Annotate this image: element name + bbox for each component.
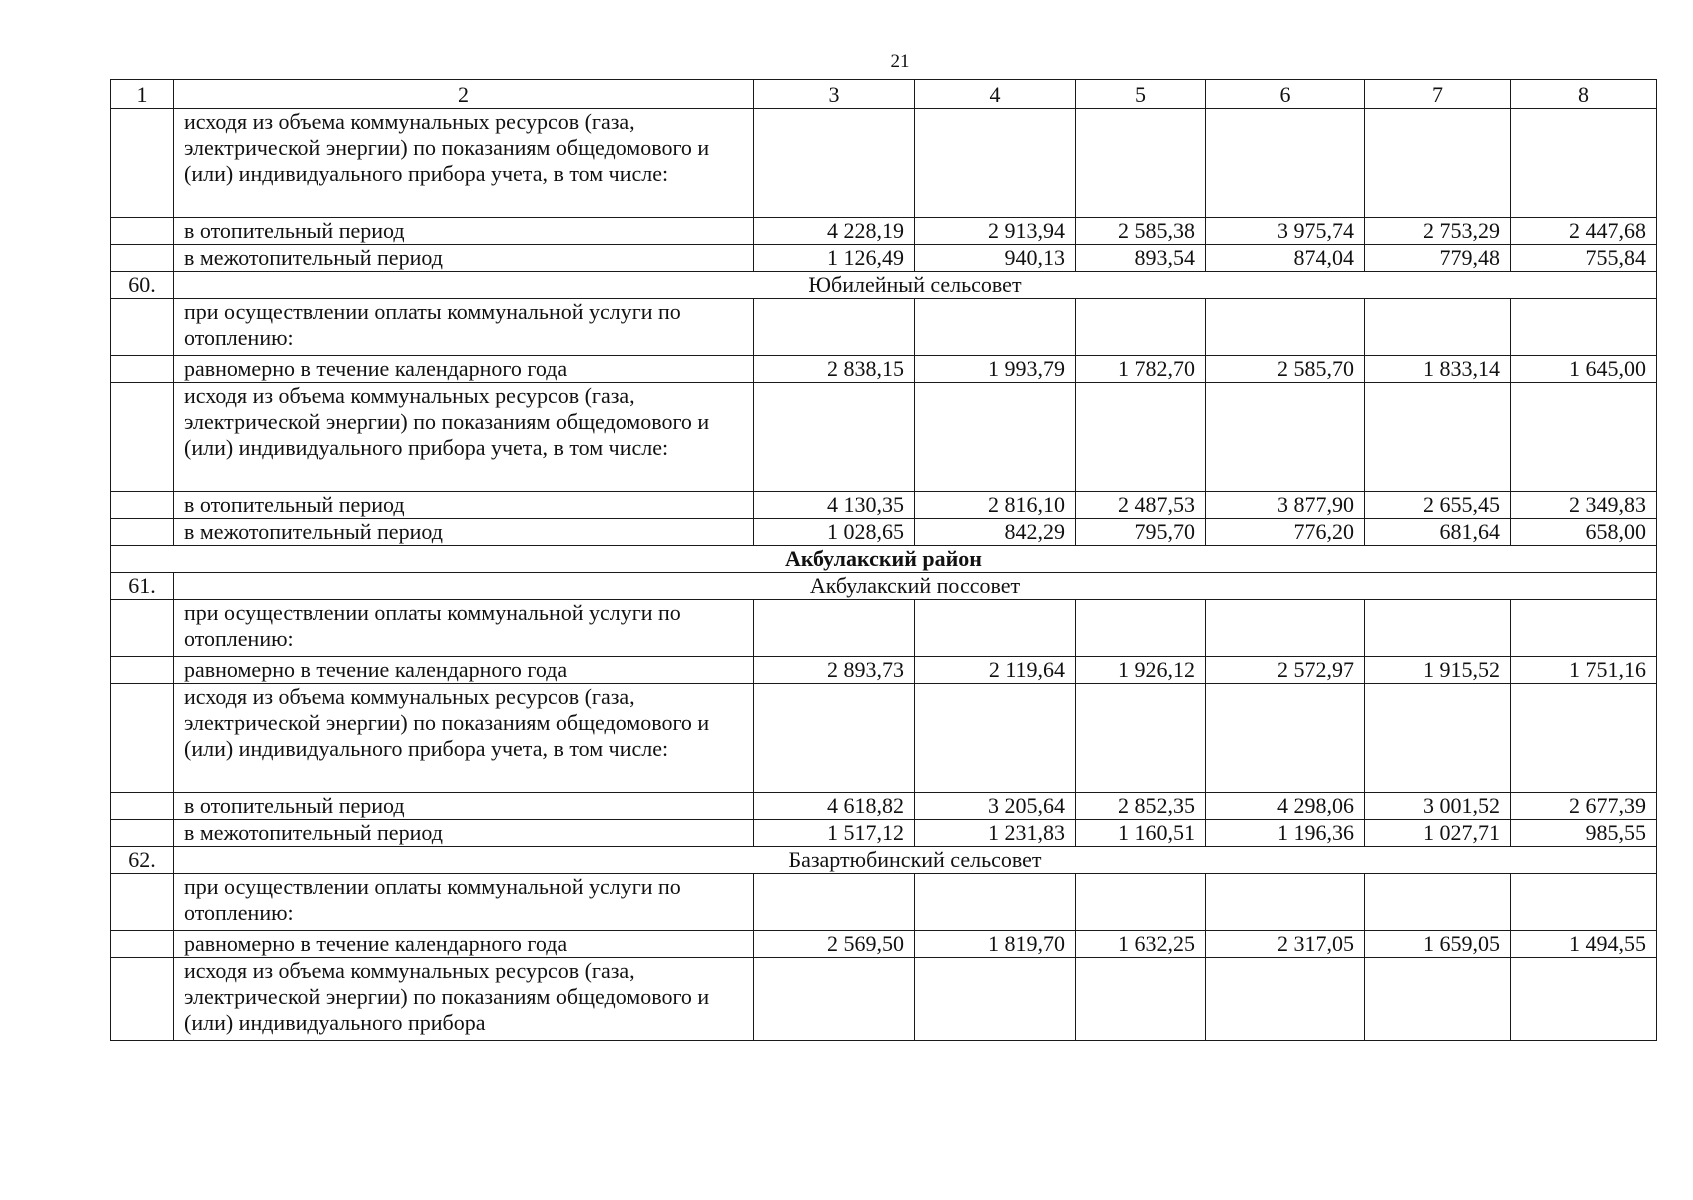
row-index-cell xyxy=(111,931,174,958)
row-label: при осуществлении оплаты коммунальной услуги по отоплению: xyxy=(174,299,754,356)
row-index-cell xyxy=(111,356,174,383)
row-index-cell xyxy=(111,958,174,1041)
row-index-cell xyxy=(111,218,174,245)
value-cell: 2 349,83 xyxy=(1511,492,1657,519)
value-cell-empty xyxy=(1076,874,1206,931)
value-cell: 2 655,45 xyxy=(1365,492,1511,519)
value-cell-empty xyxy=(1511,874,1657,931)
value-cell: 874,04 xyxy=(1206,245,1365,272)
table-row xyxy=(111,492,1657,519)
value-cell-empty xyxy=(915,684,1076,793)
value-cell-empty xyxy=(915,383,1076,492)
value-cell: 2 838,15 xyxy=(754,356,915,383)
value-cell: 1 782,70 xyxy=(1076,356,1206,383)
value-cell-empty xyxy=(1206,109,1365,218)
region-row xyxy=(111,546,1657,573)
value-cell-empty xyxy=(754,958,915,1041)
row-index-cell xyxy=(111,874,174,931)
table-row xyxy=(111,519,1657,546)
row-label: исходя из объема коммунальных ресурсов (газа, электрической энергии) по показаниям общедомового и (или) индивидуального прибора xyxy=(174,958,754,1041)
row-label: исходя из объема коммунальных ресурсов (газа, электрической энергии) по показаниям общедомового и (или) индивидуального прибора учета, в том числе: xyxy=(174,383,754,492)
value-cell-empty xyxy=(1076,299,1206,356)
value-cell: 1 160,51 xyxy=(1076,820,1206,847)
value-cell: 2 119,64 xyxy=(915,657,1076,684)
value-cell: 755,84 xyxy=(1511,245,1657,272)
value-cell: 2 753,29 xyxy=(1365,218,1511,245)
value-cell: 1 659,05 xyxy=(1365,931,1511,958)
table-row xyxy=(111,820,1657,847)
value-cell: 2 317,05 xyxy=(1206,931,1365,958)
value-cell: 1 915,52 xyxy=(1365,657,1511,684)
value-cell-empty xyxy=(754,600,915,657)
value-cell-empty xyxy=(915,874,1076,931)
value-cell-empty xyxy=(1365,874,1511,931)
description-row xyxy=(111,299,1657,356)
section-number: 61. xyxy=(111,573,174,600)
table-row xyxy=(111,356,1657,383)
value-cell-empty xyxy=(1511,958,1657,1041)
value-cell: 795,70 xyxy=(1076,519,1206,546)
row-label: исходя из объема коммунальных ресурсов (газа, электрической энергии) по показаниям общедомового и (или) индивидуального прибора учета, в том числе: xyxy=(174,684,754,793)
value-cell: 3 205,64 xyxy=(915,793,1076,820)
value-cell-empty xyxy=(1365,299,1511,356)
section-number: 60. xyxy=(111,272,174,299)
section-row xyxy=(111,847,1657,874)
value-cell-empty xyxy=(1511,600,1657,657)
row-index-cell xyxy=(111,684,174,793)
value-cell: 1 494,55 xyxy=(1511,931,1657,958)
column-header: 3 xyxy=(754,80,915,109)
value-cell-empty xyxy=(1076,383,1206,492)
value-cell: 1 926,12 xyxy=(1076,657,1206,684)
value-cell: 3 001,52 xyxy=(1365,793,1511,820)
row-label: в межотопительный период xyxy=(174,519,754,546)
value-cell: 2 572,97 xyxy=(1206,657,1365,684)
row-index-cell xyxy=(111,299,174,356)
value-cell-empty xyxy=(754,383,915,492)
value-cell-empty xyxy=(1076,958,1206,1041)
value-cell: 2 677,39 xyxy=(1511,793,1657,820)
value-cell: 1 632,25 xyxy=(1076,931,1206,958)
value-cell-empty xyxy=(1206,958,1365,1041)
value-cell-empty xyxy=(1365,958,1511,1041)
value-cell-empty xyxy=(1365,600,1511,657)
table-row xyxy=(111,657,1657,684)
value-cell: 893,54 xyxy=(1076,245,1206,272)
value-cell: 1 751,16 xyxy=(1511,657,1657,684)
column-header: 4 xyxy=(915,80,1076,109)
row-index-cell xyxy=(111,383,174,492)
section-title: Юбилейный сельсовет xyxy=(174,272,1657,299)
value-cell: 2 585,70 xyxy=(1206,356,1365,383)
value-cell: 2 893,73 xyxy=(754,657,915,684)
value-cell: 3 975,74 xyxy=(1206,218,1365,245)
row-index-cell xyxy=(111,492,174,519)
value-cell-empty xyxy=(1365,684,1511,793)
row-index-cell xyxy=(111,600,174,657)
value-cell-empty xyxy=(1206,600,1365,657)
description-row xyxy=(111,684,1657,793)
value-cell: 4 130,35 xyxy=(754,492,915,519)
value-cell: 681,64 xyxy=(1365,519,1511,546)
value-cell-empty xyxy=(1511,299,1657,356)
row-label: в отопительный период xyxy=(174,793,754,820)
table-row xyxy=(111,793,1657,820)
row-index-cell xyxy=(111,820,174,847)
value-cell-empty xyxy=(1076,684,1206,793)
table-row xyxy=(111,245,1657,272)
table-row xyxy=(111,931,1657,958)
value-cell-empty xyxy=(754,109,915,218)
value-cell-empty xyxy=(754,874,915,931)
description-row xyxy=(111,600,1657,657)
value-cell-empty xyxy=(1206,874,1365,931)
value-cell: 2 569,50 xyxy=(754,931,915,958)
row-index-cell xyxy=(111,245,174,272)
row-label: равномерно в течение календарного года xyxy=(174,657,754,684)
row-label: в отопительный период xyxy=(174,218,754,245)
table-body xyxy=(111,80,1657,1041)
value-cell: 2 447,68 xyxy=(1511,218,1657,245)
column-header: 8 xyxy=(1511,80,1657,109)
value-cell: 1 833,14 xyxy=(1365,356,1511,383)
section-row xyxy=(111,272,1657,299)
tariff-table xyxy=(110,79,1657,1041)
value-cell-empty xyxy=(754,299,915,356)
value-cell: 2 487,53 xyxy=(1076,492,1206,519)
row-label: равномерно в течение календарного года xyxy=(174,356,754,383)
value-cell-empty xyxy=(1511,383,1657,492)
value-cell: 4 618,82 xyxy=(754,793,915,820)
value-cell: 1 645,00 xyxy=(1511,356,1657,383)
description-row xyxy=(111,383,1657,492)
value-cell-empty xyxy=(915,600,1076,657)
value-cell: 1 993,79 xyxy=(915,356,1076,383)
table-row xyxy=(111,218,1657,245)
value-cell-empty xyxy=(1076,109,1206,218)
column-number-row xyxy=(111,80,1657,109)
row-label: в отопительный период xyxy=(174,492,754,519)
description-row xyxy=(111,958,1657,1041)
value-cell: 940,13 xyxy=(915,245,1076,272)
row-index-cell xyxy=(111,657,174,684)
row-label: при осуществлении оплаты коммунальной услуги по отоплению: xyxy=(174,600,754,657)
value-cell: 1 517,12 xyxy=(754,820,915,847)
value-cell-empty xyxy=(915,299,1076,356)
value-cell-empty xyxy=(1206,299,1365,356)
row-label: в межотопительный период xyxy=(174,820,754,847)
value-cell: 985,55 xyxy=(1511,820,1657,847)
value-cell-empty xyxy=(754,684,915,793)
value-cell: 1 027,71 xyxy=(1365,820,1511,847)
value-cell-empty xyxy=(915,109,1076,218)
value-cell: 4 298,06 xyxy=(1206,793,1365,820)
value-cell: 2 585,38 xyxy=(1076,218,1206,245)
description-row xyxy=(111,874,1657,931)
column-header: 1 xyxy=(111,80,174,109)
column-header: 2 xyxy=(174,80,754,109)
row-index-cell xyxy=(111,793,174,820)
value-cell-empty xyxy=(1511,109,1657,218)
value-cell-empty xyxy=(1206,684,1365,793)
row-index-cell xyxy=(111,519,174,546)
value-cell-empty xyxy=(1365,109,1511,218)
value-cell: 779,48 xyxy=(1365,245,1511,272)
value-cell: 3 877,90 xyxy=(1206,492,1365,519)
region-title: Акбулакский район xyxy=(111,546,1657,573)
column-header: 5 xyxy=(1076,80,1206,109)
value-cell: 1 028,65 xyxy=(754,519,915,546)
section-title: Базартюбинский сельсовет xyxy=(174,847,1657,874)
row-label: в межотопительный период xyxy=(174,245,754,272)
value-cell: 1 819,70 xyxy=(915,931,1076,958)
value-cell: 1 196,36 xyxy=(1206,820,1365,847)
row-label: исходя из объема коммунальных ресурсов (газа, электрической энергии) по показаниям общедомового и (или) индивидуального прибора учета, в том числе: xyxy=(174,109,754,218)
value-cell: 842,29 xyxy=(915,519,1076,546)
value-cell: 1 231,83 xyxy=(915,820,1076,847)
value-cell-empty xyxy=(1076,600,1206,657)
row-label: равномерно в течение календарного года xyxy=(174,931,754,958)
value-cell-empty xyxy=(1206,383,1365,492)
value-cell-empty xyxy=(915,958,1076,1041)
value-cell: 776,20 xyxy=(1206,519,1365,546)
column-header: 7 xyxy=(1365,80,1511,109)
column-header: 6 xyxy=(1206,80,1365,109)
value-cell: 658,00 xyxy=(1511,519,1657,546)
value-cell: 1 126,49 xyxy=(754,245,915,272)
description-row xyxy=(111,109,1657,218)
section-title: Акбулакский поссовет xyxy=(174,573,1657,600)
value-cell-empty xyxy=(1365,383,1511,492)
value-cell: 4 228,19 xyxy=(754,218,915,245)
value-cell: 2 913,94 xyxy=(915,218,1076,245)
value-cell: 2 816,10 xyxy=(915,492,1076,519)
section-number: 62. xyxy=(111,847,174,874)
row-label: при осуществлении оплаты коммунальной услуги по отоплению: xyxy=(174,874,754,931)
page-number: 21 xyxy=(890,51,910,72)
section-row xyxy=(111,573,1657,600)
row-index-cell xyxy=(111,109,174,218)
value-cell: 2 852,35 xyxy=(1076,793,1206,820)
value-cell-empty xyxy=(1511,684,1657,793)
